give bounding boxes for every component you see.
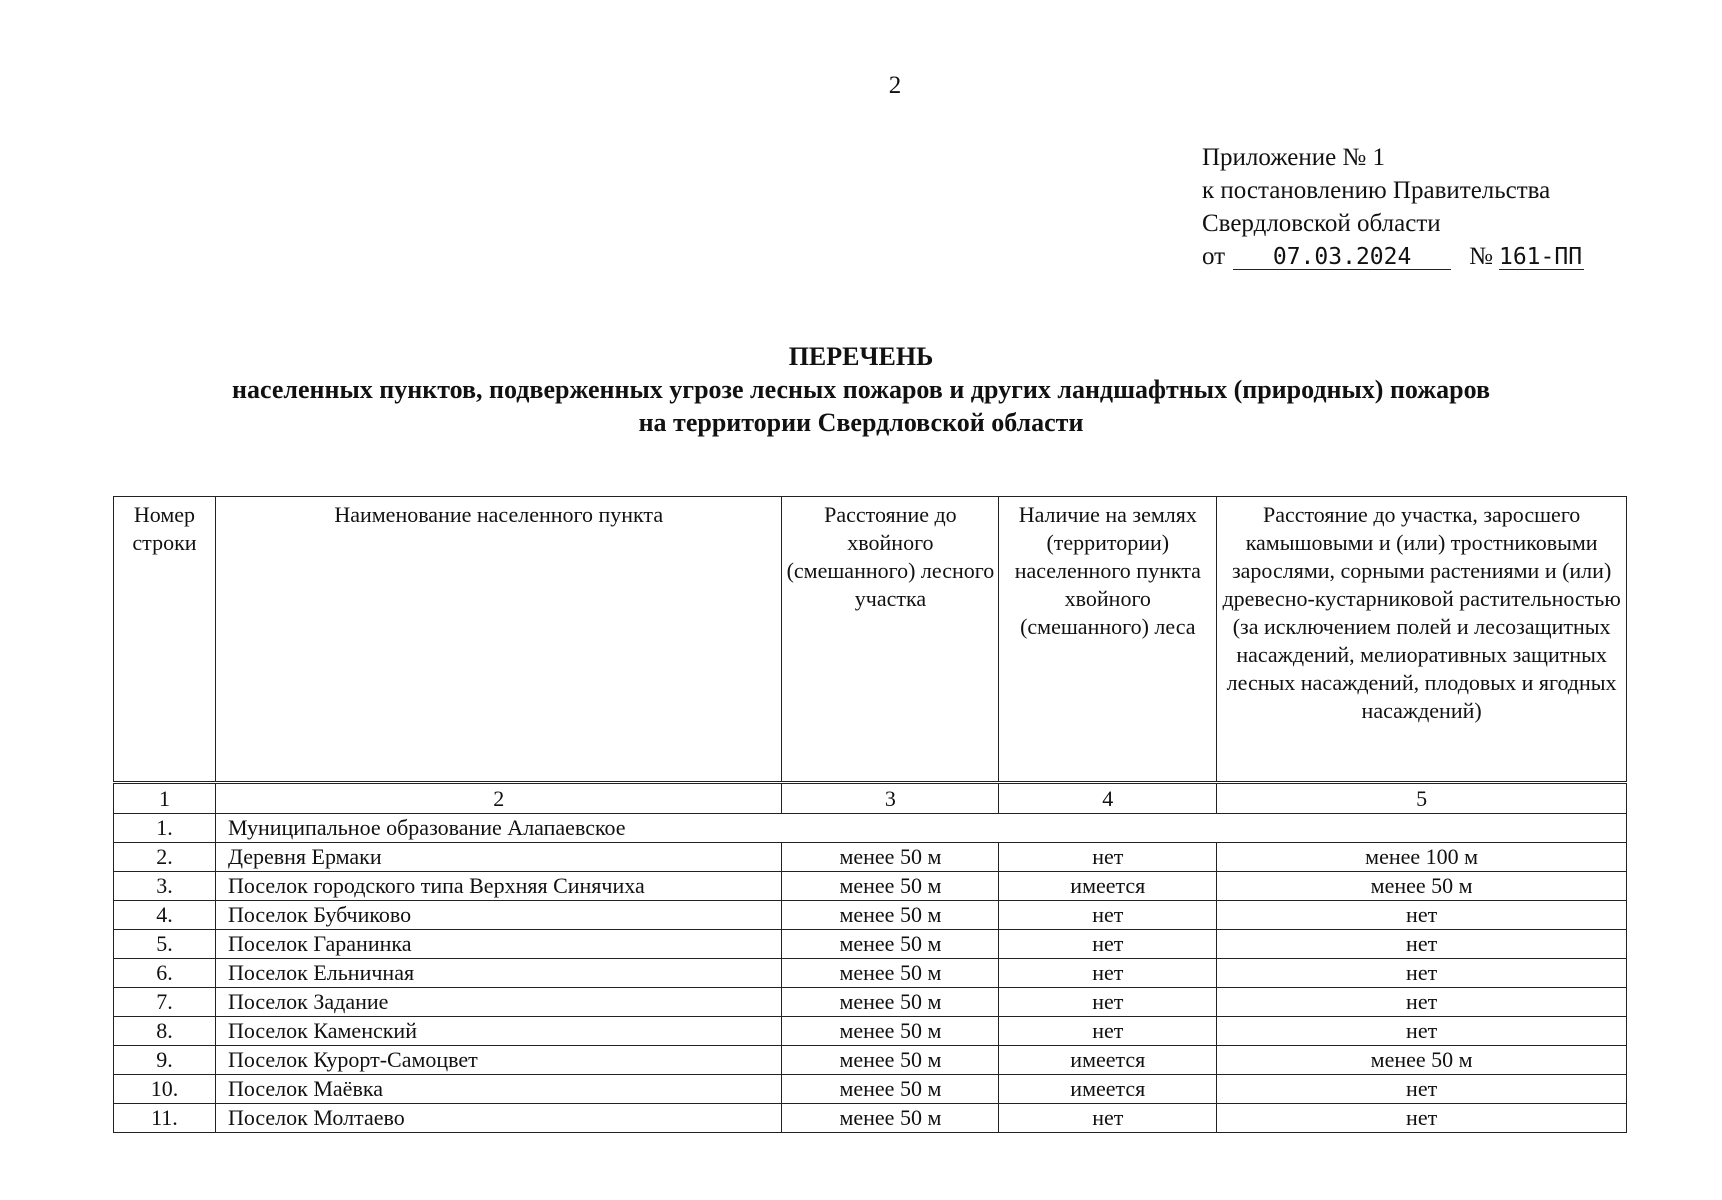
table-row [114,872,1627,901]
table-row [114,1104,1627,1133]
header-row-number: Номер строки [114,497,216,783]
annex-line-3: Свердловской области [1202,210,1441,237]
annex-date-line [1202,240,1584,273]
distance-forest: менее 50 м [782,901,999,930]
distance-forest: менее 50 м [782,872,999,901]
row-number: 6. [114,959,216,988]
distance-forest: менее 50 м [782,1104,999,1133]
distance-forest: менее 50 м [782,1075,999,1104]
header-forest-present: Наличие на землях (территории) населенного пункта хвойного (смешанного) леса [999,497,1217,783]
annex-number: 161-ПП [1498,244,1583,270]
distance-reeds: нет [1217,959,1627,988]
column-number: 3 [782,783,999,814]
distance-forest: менее 50 м [782,930,999,959]
distance-reeds: нет [1217,1104,1627,1133]
row-number: 10. [114,1075,216,1104]
row-number: 1. [114,814,216,843]
settlements-table [113,496,1627,1133]
column-number: 4 [999,783,1217,814]
table-row [114,1046,1627,1075]
row-number: 9. [114,1046,216,1075]
document-title [0,340,1722,439]
distance-forest: менее 50 м [782,843,999,872]
distance-forest: менее 50 м [782,959,999,988]
forest-present: нет [999,1104,1217,1133]
header-distance-reeds: Расстояние до участка, заросшего камышовыми и (или) тростниковыми зарослями, сорными растениями и (или) древесно-кустарниковой растительностью (за исключением полей и лесозащитных насаждений, мелиоративных защитных лесных насаждений, плодовых и ягодных насаждений) [1217,497,1627,783]
row-number: 3. [114,872,216,901]
forest-present: имеется [999,1046,1217,1075]
annex-from-label: от [1202,243,1226,270]
column-number: 1 [114,783,216,814]
title-line-3: на территории Свердловской области [638,408,1084,437]
distance-forest: менее 50 м [782,1046,999,1075]
distance-forest: менее 50 м [782,988,999,1017]
table-row [114,843,1627,872]
settlement-name: Поселок Ельничная [215,959,782,988]
row-number: 5. [114,930,216,959]
forest-present: имеется [999,1075,1217,1104]
forest-present: нет [999,1017,1217,1046]
title-line-1: ПЕРЕЧЕНЬ [788,342,934,371]
forest-present: нет [999,843,1217,872]
column-number: 2 [215,783,782,814]
annex-block [1202,141,1584,273]
forest-present: нет [999,988,1217,1017]
section-name: Муниципальное образование Алапаевское [215,814,1626,843]
table-row [114,930,1627,959]
settlement-name: Поселок Бубчиково [215,901,782,930]
forest-present: нет [999,959,1217,988]
annex-line-1: Приложение № 1 [1202,144,1386,171]
table-row [114,1017,1627,1046]
annex-number-label: № [1469,243,1493,270]
section-row [114,814,1627,843]
table-header-row [114,497,1627,783]
forest-present: нет [999,901,1217,930]
settlement-name: Поселок Молтаево [215,1104,782,1133]
annex-line-2: к постановлению Правительства [1202,177,1551,204]
table-row [114,901,1627,930]
forest-present: нет [999,930,1217,959]
settlement-name: Поселок городского типа Верхняя Синячиха [215,872,782,901]
title-line-2: населенных пунктов, подверженных угрозе лесных пожаров и других ландшафтных (природных) пожаров [232,375,1490,404]
row-number: 11. [114,1104,216,1133]
settlement-name: Поселок Каменский [215,1017,782,1046]
row-number: 7. [114,988,216,1017]
settlement-name: Деревня Ермаки [215,843,782,872]
distance-reeds: менее 50 м [1217,872,1627,901]
header-distance-forest: Расстояние до хвойного (смешанного) лесного участка [782,497,999,783]
page-number: 2 [888,72,902,99]
distance-reeds: менее 50 м [1217,1046,1627,1075]
row-number: 8. [114,1017,216,1046]
table-row [114,988,1627,1017]
column-number: 5 [1217,783,1627,814]
distance-reeds: нет [1217,1075,1627,1104]
distance-reeds: нет [1217,1017,1627,1046]
table-row [114,959,1627,988]
settlement-name: Поселок Задание [215,988,782,1017]
annex-date: 07.03.2024 [1233,245,1451,270]
row-number: 2. [114,843,216,872]
forest-present: имеется [999,872,1217,901]
settlement-name: Поселок Маёвка [215,1075,782,1104]
table-row [114,1075,1627,1104]
distance-reeds: нет [1217,988,1627,1017]
header-settlement-name: Наименование населенного пункта [215,497,782,783]
row-number: 4. [114,901,216,930]
settlement-name: Поселок Курорт-Самоцвет [215,1046,782,1075]
distance-reeds: менее 100 м [1217,843,1627,872]
distance-forest: менее 50 м [782,1017,999,1046]
distance-reeds: нет [1217,930,1627,959]
distance-reeds: нет [1217,901,1627,930]
settlement-name: Поселок Гаранинка [215,930,782,959]
column-numbers-row [114,783,1627,814]
